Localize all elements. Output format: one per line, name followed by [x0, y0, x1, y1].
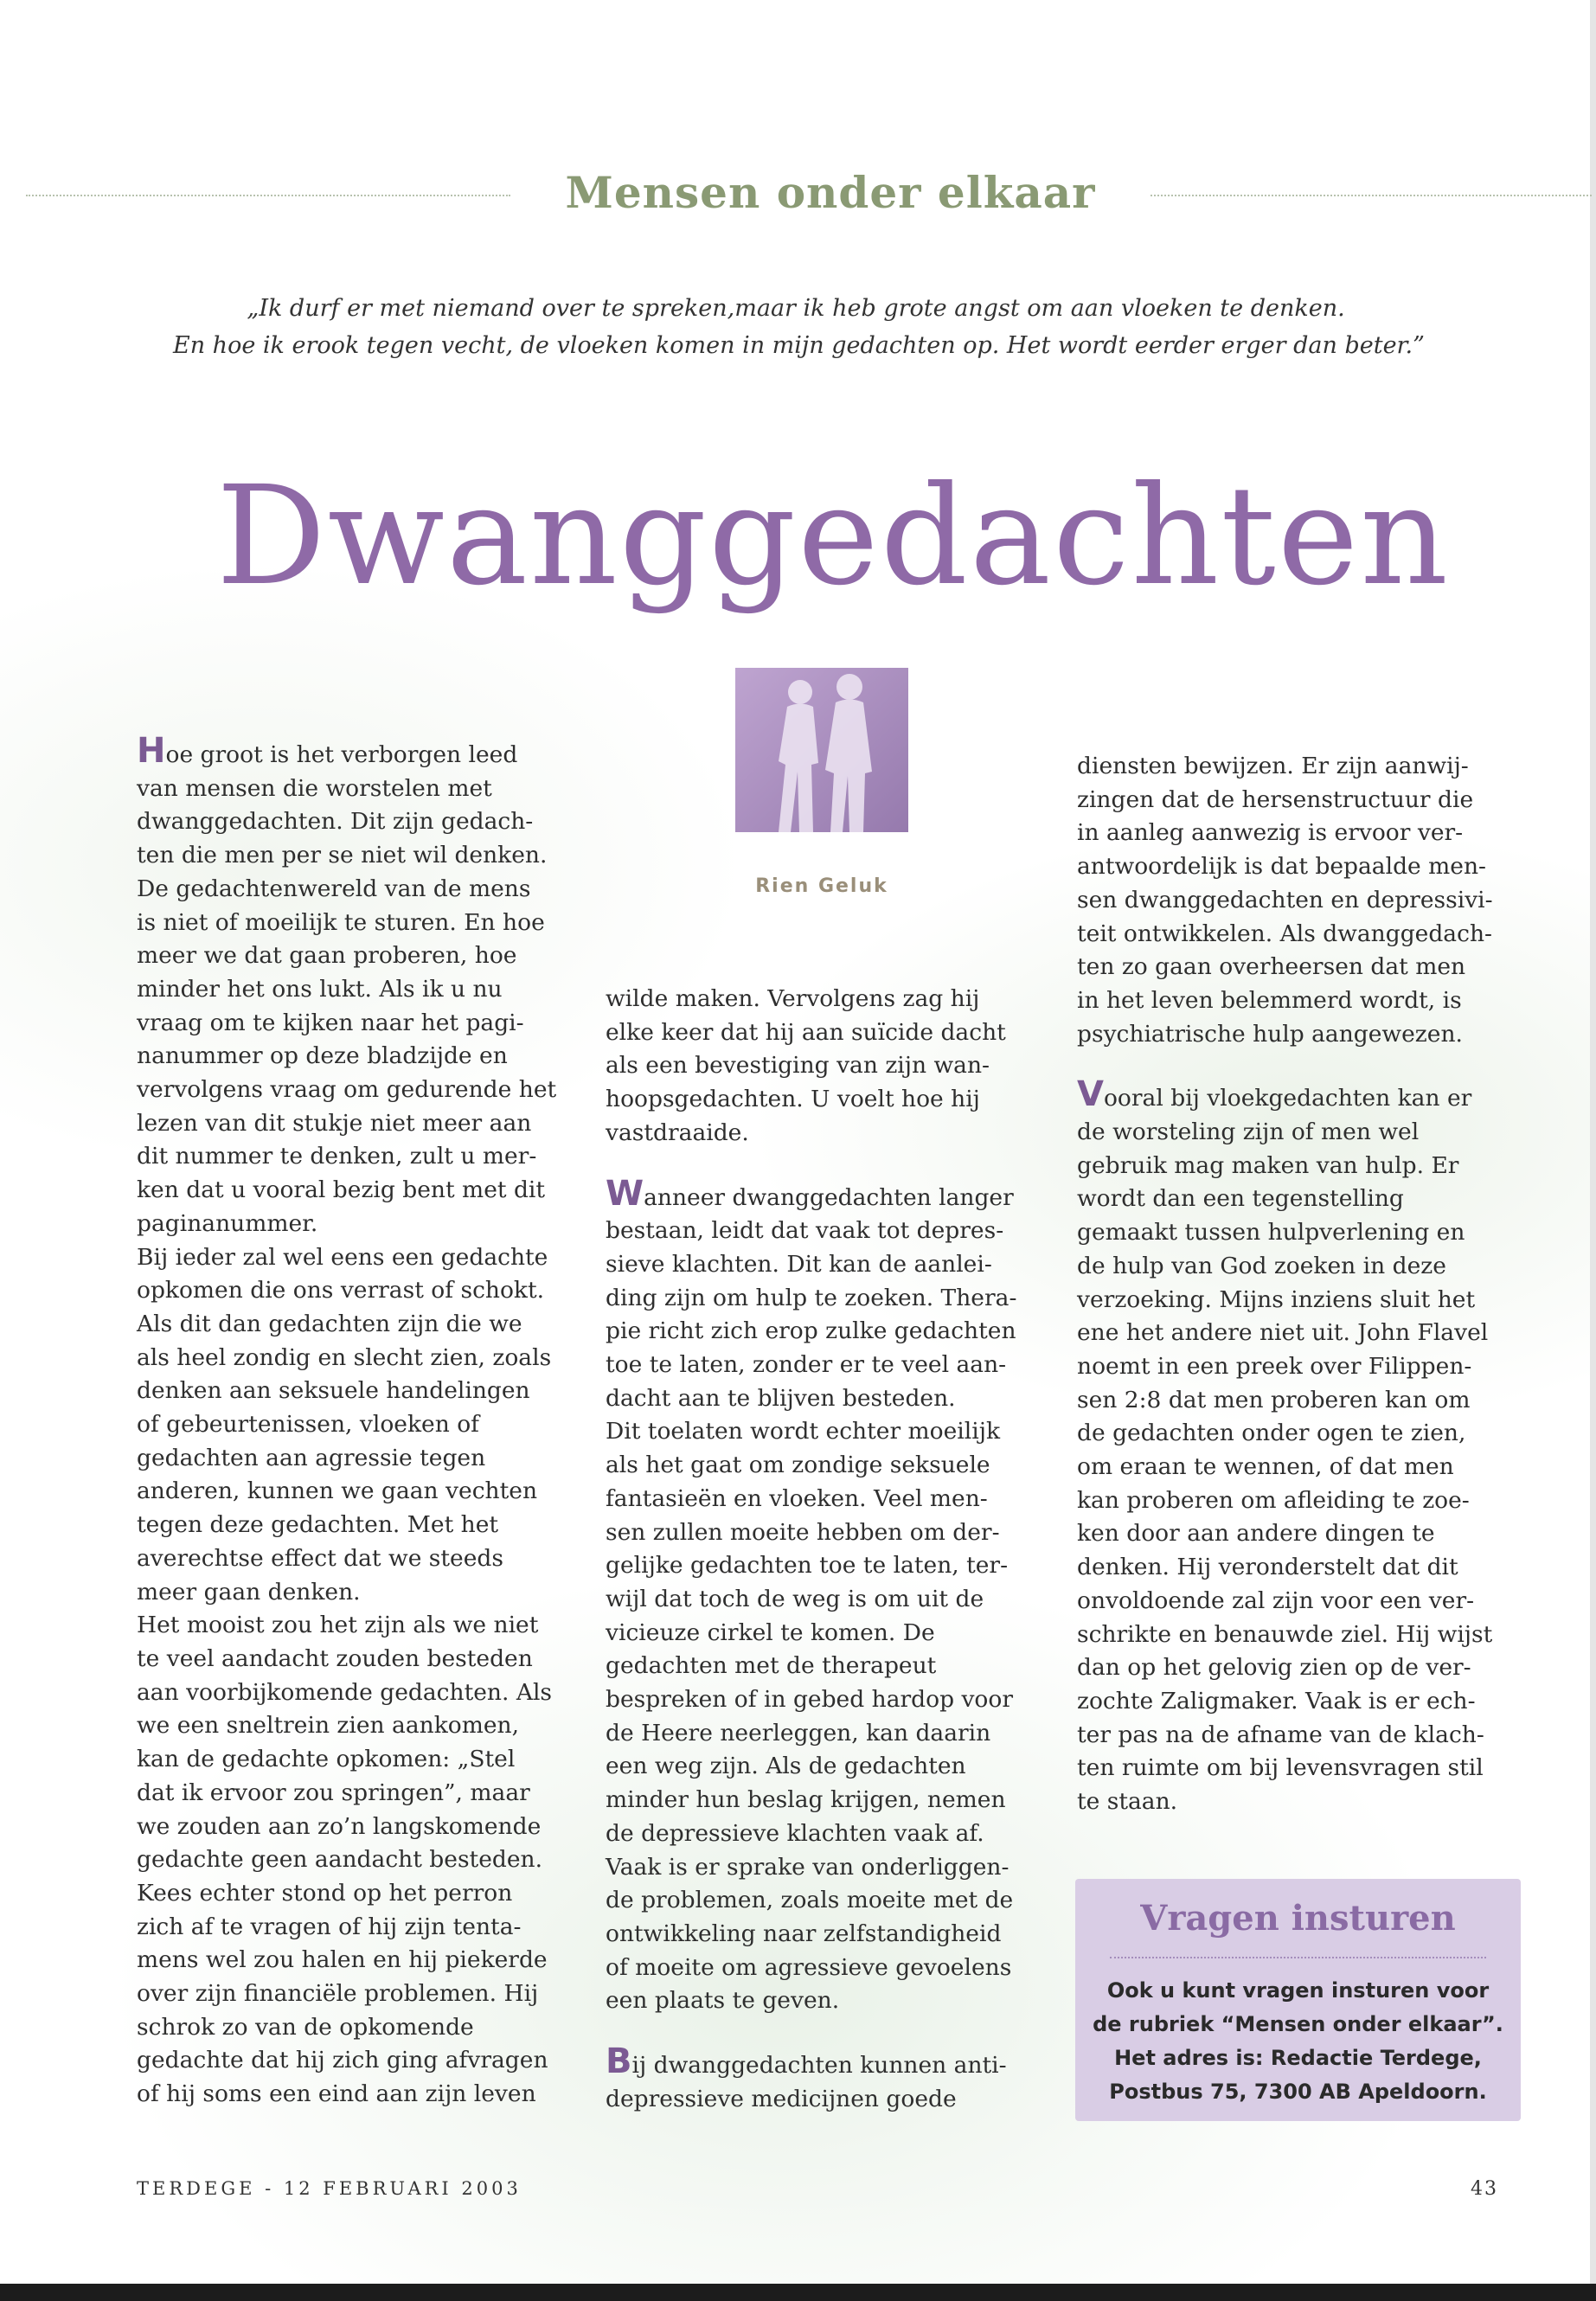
paragraph: [606, 983, 1047, 1150]
text-line: Bij dwanggedachten kunnen anti-: [606, 2041, 1007, 2082]
text-line: nanummer op deze bladzijde en: [137, 1042, 508, 1070]
text-line: of moeite om agressieve gevoelens: [606, 1953, 1012, 1981]
text-line: vervolgens vraag om gedurende het: [137, 1076, 557, 1104]
text-line: wijl dat toch de weg is om uit de: [606, 1585, 984, 1612]
text-line: om eraan te wennen, of dat men: [1077, 1453, 1454, 1481]
text-line: gedachten met de therapeut: [606, 1652, 937, 1680]
text-line: ten ruimte om bij levensvragen stil: [1077, 1754, 1484, 1782]
text-line: bestaan, leidt dat vaak tot depres-: [606, 1217, 1004, 1245]
text-line: schrikte en benauwde ziel. Hij wijst: [1077, 1620, 1493, 1648]
text-line: minder hun beslag krijgen, nemen: [606, 1786, 1006, 1814]
text-line: als heel zondig en slecht zien, zoals: [137, 1343, 552, 1371]
paragraph: [137, 1609, 586, 2112]
text-line: gedachte geen aandacht besteden.: [137, 1846, 543, 1874]
text-line: averechtse effect dat we steeds: [137, 1544, 503, 1572]
text-line: zochte Zaligmaker. Vaak is er ech-: [1077, 1687, 1476, 1715]
text-line: depressieve medicijnen goede: [606, 2085, 957, 2112]
text-line: fantasieën en vloeken. Veel men-: [606, 1484, 988, 1512]
text-line: dan op het gelovig zien op de ver-: [1077, 1654, 1471, 1682]
text-line: gebruik mag maken van hulp. Er: [1077, 1151, 1459, 1179]
intro-quote-line: En hoe ik erook tegen vecht, de vloeken komen in mijn gedachten op. Het wordt eerder erger dan beter.”: [173, 332, 1425, 359]
text-line: een weg zijn. Als de gedachten: [606, 1753, 966, 1780]
text-line: als het gaat om zondige seksuele: [606, 1452, 990, 1479]
text-line: we zouden aan zo’n langskomende: [137, 1812, 542, 1840]
box-line: Postbus 75, 7300 AB Apeldoorn.: [1109, 2080, 1487, 2104]
text-line: ontwikkeling naar zelfstandigheid: [606, 1920, 1002, 1947]
text-line: ene het andere niet uit. John Flavel: [1077, 1319, 1489, 1347]
text-line: vraag om te kijken naar het pagi-: [137, 1009, 524, 1036]
text-line: Bij ieder zal wel eens een gedachte: [137, 1243, 548, 1271]
text-line: of hij soms een eind aan zijn leven: [137, 2080, 536, 2108]
text-line: de Heere neerleggen, kan daarin: [606, 1719, 991, 1747]
text-line: de problemen, zoals moeite met de: [606, 1887, 1014, 1914]
paragraph: [137, 731, 586, 1241]
text-line: we een sneltrein zien aankomen,: [137, 1712, 520, 1740]
text-line: te staan.: [1077, 1788, 1178, 1816]
page-bottom-edge: [0, 2284, 1596, 2301]
intro-quote: [173, 290, 1425, 364]
paragraph: [606, 1415, 1047, 2018]
intro-quote-line: „Ik durf er met niemand over te spreken,maar ik heb grote angst om aan vloeken te denken.: [247, 295, 1345, 322]
text-line: is niet of moeilijk te sturen. En hoe: [137, 908, 545, 936]
text-line: de gedachten onder ogen te zien,: [1077, 1420, 1466, 1447]
text-line: als een bevestiging van zijn wan-: [606, 1052, 990, 1080]
text-line: toe te laten, zonder er te veel aan-: [606, 1351, 1007, 1379]
section-title: Mensen onder elkaar: [565, 167, 1096, 218]
text-line: meer gaan denken.: [137, 1578, 361, 1606]
text-line: wordt dan een tegenstelling: [1077, 1185, 1404, 1213]
text-line: sen dwanggedachten en depressivi-: [1077, 886, 1493, 913]
text-line: sieve klachten. Dit kan de aanlei-: [606, 1250, 992, 1278]
text-line: sen 2:8 dat men proberen kan om: [1077, 1386, 1471, 1413]
text-line: Hoe groot is het verborgen leed: [137, 731, 518, 771]
author-name: Rien Geluk: [755, 875, 888, 897]
text-line: gedachte dat hij zich ging afvragen: [137, 2047, 548, 2074]
text-line: van mensen die worstelen met: [137, 774, 492, 802]
paragraph: [1077, 1074, 1527, 1818]
text-line: teit ontwikkelen. Als dwanggedach-: [1077, 920, 1492, 947]
drop-cap: B: [606, 2041, 632, 2082]
text-line: meer we dat gaan proberen, hoe: [137, 942, 517, 970]
text-line: paginanummer.: [137, 1209, 318, 1237]
article-column-1: [137, 731, 586, 2112]
text-line: minder het ons lukt. Als ik u nu: [137, 975, 503, 1003]
drop-cap: V: [1077, 1074, 1104, 1115]
text-line: zich af te vragen of hij zijn tenta-: [137, 1913, 522, 1940]
paragraph: [606, 2041, 1047, 2116]
text-line: antwoordelijk is dat bepaalde men-: [1077, 853, 1486, 881]
text-line: kan de gedachte opkomen: „Stel: [137, 1746, 516, 1773]
text-line: opkomen die ons verrast of schokt.: [137, 1277, 545, 1304]
box-divider: [1110, 1957, 1486, 1958]
text-line: onvoldoende zal zijn voor een ver-: [1077, 1586, 1475, 1614]
section-header: [26, 160, 1592, 229]
paragraph: [1077, 750, 1527, 1051]
text-line: of gebeurtenissen, vloeken of: [137, 1411, 479, 1439]
text-line: de hulp van God zoeken in deze: [1077, 1252, 1446, 1279]
text-line: dwanggedachten. Dit zijn gedach-: [137, 808, 534, 836]
text-line: noemt in een preek over Filippen-: [1077, 1352, 1472, 1380]
text-line: een plaats te geven.: [606, 1987, 840, 2015]
text-line: gelijke gedachten toe te laten, ter-: [606, 1552, 1009, 1580]
text-line: Dit toelaten wordt echter moeilijk: [606, 1418, 1000, 1445]
vragen-insturen-box: [1075, 1879, 1521, 2121]
article-title: Dwanggedachten: [216, 457, 1451, 616]
drop-cap: W: [606, 1173, 644, 1214]
text-line: aan voorbijkomende gedachten. Als: [137, 1678, 553, 1706]
text-line: ten die men per se niet wil denken.: [137, 842, 548, 869]
text-line: dit nummer te denken, zult u mer-: [137, 1143, 537, 1170]
text-line: zingen dat de hersenstructuur die: [1077, 785, 1474, 813]
couple-illustration: [735, 668, 908, 832]
text-line: dacht aan te blijven besteden.: [606, 1384, 956, 1412]
text-line: pie richt zich erop zulke gedachten: [606, 1317, 1016, 1345]
text-line: Als dit dan gedachten zijn die we: [137, 1310, 522, 1337]
text-line: lezen van dit stukje niet meer aan: [137, 1109, 532, 1137]
text-line: mens wel zou halen en hij piekerde: [137, 1946, 548, 1974]
text-line: anderen, kunnen we gaan vechten: [137, 1477, 538, 1505]
text-line: wilde maken. Vervolgens zag hij: [606, 985, 980, 1012]
box-line: Ook u kunt vragen insturen voor: [1106, 1978, 1490, 2003]
page-number: 43: [1471, 2178, 1498, 2200]
text-line: Vaak is er sprake van onderliggen-: [606, 1853, 1010, 1881]
text-line: sen zullen moeite hebben om der-: [606, 1518, 1000, 1546]
text-line: ter pas na de afname van de klach-: [1077, 1721, 1484, 1748]
text-line: vastdraaide.: [606, 1118, 749, 1146]
text-line: De gedachtenwereld van de mens: [137, 875, 531, 902]
paragraph: [606, 1173, 1047, 1416]
text-line: in aanleg aanwezig is ervoor ver-: [1077, 819, 1464, 847]
text-line: de depressieve klachten vaak af.: [606, 1819, 984, 1847]
box-line: Het adres is: Redactie Terdege,: [1114, 2046, 1482, 2070]
text-line: Kees echter stond op het perron: [137, 1879, 513, 1907]
text-line: ding zijn om hulp te zoeken. Thera-: [606, 1284, 1017, 1311]
text-line: tegen deze gedachten. Met het: [137, 1511, 499, 1539]
footer-publication: TERDEGE - 12 FEBRUARI 2003: [137, 2178, 522, 2199]
text-line: ken dat u vooral bezig bent met dit: [137, 1176, 546, 1204]
article-column-3: [1077, 750, 1527, 1819]
text-line: ken door aan andere dingen te: [1077, 1520, 1435, 1548]
article-column-2: [606, 983, 1047, 2117]
text-line: denken. Hij veronderstelt dat dit: [1077, 1554, 1458, 1581]
text-line: ten zo gaan overheersen dat men: [1077, 953, 1466, 981]
text-line: psychiatrische hulp aangewezen.: [1077, 1020, 1463, 1048]
text-line: de worsteling zijn of men wel: [1077, 1118, 1420, 1146]
text-line: gedachten aan agressie tegen: [137, 1444, 486, 1471]
text-line: Vooral bij vloekgedachten kan er: [1077, 1074, 1472, 1115]
text-line: bespreken of in gebed hardop voor: [606, 1686, 1014, 1714]
box-title: Vragen insturen: [1140, 1898, 1456, 1939]
text-line: Wanneer dwanggedachten langer: [606, 1173, 1014, 1214]
drop-cap: H: [137, 731, 166, 771]
page-edge: [1590, 0, 1596, 2301]
text-line: gemaakt tussen hulpverlening en: [1077, 1219, 1465, 1247]
text-line: kan proberen om afleiding te zoe-: [1077, 1486, 1470, 1514]
header-rule-left: [26, 195, 510, 196]
header-rule-right: [1151, 195, 1592, 196]
paragraph: [137, 1241, 586, 1610]
text-line: hoopsgedachten. U voelt hoe hij: [606, 1086, 980, 1113]
text-line: te veel aandacht zouden besteden: [137, 1644, 533, 1672]
text-line: vicieuze cirkel te komen. De: [606, 1618, 935, 1646]
text-line: Het mooist zou het zijn als we niet: [137, 1612, 539, 1639]
box-body: [1075, 1974, 1521, 2109]
text-line: dat ik ervoor zou springen”, maar: [137, 1779, 530, 1806]
text-line: over zijn financiële problemen. Hij: [137, 1980, 539, 2008]
text-line: denken aan seksuele handelingen: [137, 1377, 530, 1405]
box-line: de rubriek “Mensen onder elkaar”.: [1093, 2012, 1503, 2036]
text-line: elke keer dat hij aan suïcide dacht: [606, 1018, 1006, 1046]
text-line: verzoeking. Mijns inziens sluit het: [1077, 1285, 1476, 1313]
text-line: schrok zo van de opkomende: [137, 2013, 474, 2041]
text-line: diensten bewijzen. Er zijn aanwij-: [1077, 753, 1469, 779]
text-line: in het leven belemmerd wordt, is: [1077, 986, 1462, 1014]
